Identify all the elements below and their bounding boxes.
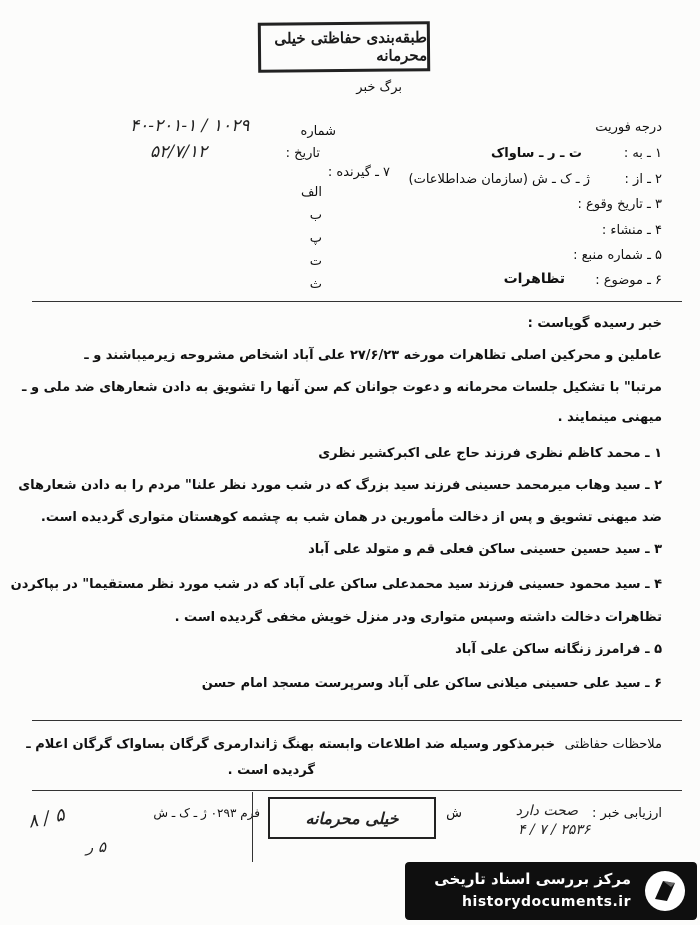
date-value: ۵۲/۷/۱۲ <box>150 142 208 162</box>
remarks-line-2: گردیده است . <box>227 763 315 778</box>
source-number-label: ۵ ـ شماره منبع : <box>573 248 662 263</box>
form-title: برگ خبر <box>356 80 402 95</box>
item-1: ۱ ـ محمد کاظم نظری فرزند حاج علی اکبرکشیر نظری <box>318 446 662 461</box>
paragraph-line-1: عاملین و محرکین اصلی تظاهرات مورخه ۲۷/۶/۲۳ علی آباد اشخاص مشروحه زیرمیباشند و ـ <box>84 348 662 363</box>
number-value: ۱۰۲۹ / ۴۰-۲۰۱-۱ <box>130 116 250 136</box>
item-4-cont: تظاهرات دخالت داشته وسپس متواری ودر منزل خویش مخفی گردیده است . <box>174 610 662 625</box>
bottom-vertical-divider <box>252 792 253 862</box>
archive-url: historydocuments.ir <box>462 894 631 910</box>
form-number: فرم ۰۲۹۳ ژ ـ ک ـ ش <box>153 806 260 820</box>
evaluation-value: صحت دارد <box>515 803 578 819</box>
intro-line: خبر رسیده گویاست : <box>527 316 662 331</box>
item-2: ۲ ـ سید وهاب میرمحمد حسینی فرزند سید بزرگ که در شب مورد نظر علنا" مردم را به دادن شعارهای <box>18 478 662 493</box>
item-6: ۶ ـ سید علی حسینی میلانی ساکن علی آباد وسرپرست مسجد امام حسن <box>201 676 662 691</box>
from-label: ۲ ـ از : <box>624 172 662 187</box>
event-date-label: ۳ ـ تاریخ وقوع : <box>577 197 662 212</box>
subject-value: تظاهرات <box>503 271 565 287</box>
recipients-label: ۷ ـ گیرنده : <box>327 165 390 180</box>
paragraph-line-2: مرتبا" با تشکیل جلسات محرمانه و دعوت جوانان کم سن آنها را تشویق به دادن شعارهای ضد ملی و ـ <box>22 380 662 395</box>
archive-footer-banner <box>405 862 697 920</box>
remarks-label: ملاحظات حفاظتی <box>564 737 662 752</box>
from-value: ژ ـ ک ـ ش (سازمان ضداطلاعات) <box>408 172 590 187</box>
recipient-a: الف <box>300 185 322 200</box>
recipient-p: پ <box>309 231 322 246</box>
secondary-classification-stamp <box>268 797 436 839</box>
recipient-t: ت <box>309 254 322 269</box>
paragraph-line-3: میهنی مینمایند . <box>557 410 662 425</box>
recipient-th: ث <box>309 277 322 292</box>
remarks-line-1: خبرمذکور وسیله ضد اطلاعات وابسته بهنگ ژاندارمری گرگان بساواک گرگان اعلام ـ <box>26 737 555 752</box>
item-5: ۵ ـ فرامرز زنگانه ساکن علی آباد <box>455 642 662 657</box>
classification-stamp-text: طبقه‌بندی حفاظتی خیلی محرمانه <box>274 28 428 65</box>
urgency-label: درجه فوریت <box>595 120 662 135</box>
subject-label: ۶ ـ موضوع : <box>595 273 662 288</box>
remarks-divider <box>32 790 682 791</box>
item-2-cont: ضد میهنی تشویق و پس از دخالت مأمورین در همان شب به چشمه کوهستان متواری گردیده است. <box>40 510 662 525</box>
item-4: ۴ ـ سید محمود حسینی فرزند سید محمدعلی ساکن علی آباد که در شب مورد نظر مستقیما" در بپاکردن <box>10 577 662 592</box>
date-label: تاریخ : <box>285 146 320 161</box>
evaluation-label: ارزیابی خبر : <box>592 806 662 821</box>
secondary-stamp-text: خیلی محرمانه <box>305 808 399 828</box>
body-divider <box>32 720 682 721</box>
number-label: شماره <box>300 124 336 139</box>
origin-label: ۴ ـ منشاء : <box>601 223 662 238</box>
signature-note: ۵ / ۸ <box>26 804 67 833</box>
to-label: ۱ ـ به : <box>623 146 662 161</box>
item-3: ۳ ـ سید حسین حسینی ساکن فعلی قم و متولد علی آباد <box>308 542 662 557</box>
recipient-b: ب <box>309 208 322 223</box>
classification-stamp <box>258 21 430 72</box>
to-value: ت ـ ر ـ ساواک <box>490 146 582 161</box>
archive-name: مرکز بررسی اسناد تاریخی <box>434 870 631 888</box>
reference-number: ۲۵۳۶ / ۷ / ۴ <box>518 822 591 838</box>
header-divider <box>32 301 682 302</box>
sh-mark: ش <box>446 806 462 821</box>
folded-document-logo-icon <box>643 869 687 913</box>
margin-mark: ۵ ر <box>86 838 107 856</box>
